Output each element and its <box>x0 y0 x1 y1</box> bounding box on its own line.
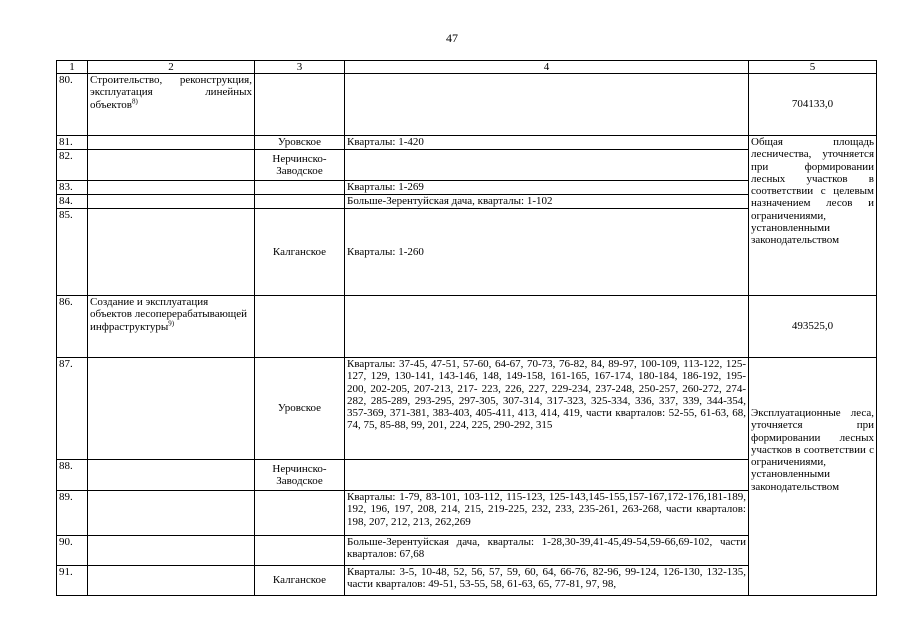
row-number: 86. <box>57 296 88 358</box>
activity-name <box>88 536 255 566</box>
land-use-table <box>56 60 877 596</box>
areas-cell <box>345 296 749 358</box>
areas-cell: Больше-Зерентуйская дача, кварталы: 1-102 <box>345 195 749 209</box>
row-number: 83. <box>57 181 88 195</box>
areas-cell: Больше-Зерентуйская дача, кварталы: 1-28,30-39,41-45,49-54,59-66,69-102, части кварталов: 67,68 <box>345 536 749 566</box>
row-number: 81. <box>57 136 88 150</box>
forestry-cell <box>255 491 345 536</box>
row-number: 84. <box>57 195 88 209</box>
forestry-cell <box>255 296 345 358</box>
header-col-2: 2 <box>88 61 255 74</box>
row-number: 80. <box>57 74 88 136</box>
activity-name <box>88 136 255 150</box>
activity-name <box>88 195 255 209</box>
notes-cell: Эксплуатационные леса, уточняется при формировании лесных участков в соответствии с ограничениями, установленными законодательством <box>749 358 877 596</box>
areas-cell: Кварталы: 1-420 <box>345 136 749 150</box>
table-row <box>57 358 877 460</box>
forestry-cell: Калганское <box>255 566 345 596</box>
forestry-cell <box>255 74 345 136</box>
forestry-cell: Калганское <box>255 209 345 296</box>
activity-name <box>88 150 255 181</box>
table-row <box>57 136 877 150</box>
areas-cell <box>345 74 749 136</box>
table-row <box>57 296 877 358</box>
forestry-cell: Нерчинско-Заводское <box>255 460 345 491</box>
areas-cell <box>345 460 749 491</box>
activity-name <box>88 181 255 195</box>
footnote-mark: 8) <box>131 96 138 105</box>
forestry-cell: Нерчинско-Заводское <box>255 150 345 181</box>
forestry-cell <box>255 195 345 209</box>
row-number: 85. <box>57 209 88 296</box>
area-value: 704133,0 <box>749 74 877 136</box>
activity-name <box>88 358 255 460</box>
notes-cell: Общая площадь лесничества, уточняется при формировании лесных участков в соответствии с целевым назначением лесов и ограничениями, установленными законодательством <box>749 136 877 296</box>
activity-name <box>88 491 255 536</box>
table-row <box>57 74 877 136</box>
row-number: 91. <box>57 566 88 596</box>
header-col-1: 1 <box>57 61 88 74</box>
forestry-cell: Уровское <box>255 136 345 150</box>
areas-cell: Кварталы: 37-45, 47-51, 57-60, 64-67, 70-73, 76-82, 84, 89-97, 100-109, 113-122, 125-127, 129, 130-141, 143-146, 148, 149-158, 161-165, 167-174, 180-184, 186-192, 195-200, 202-205, 207-213, 217- 223, 226, 227, 229-234, 237-248, 250-257, 260-272, 274-282, 285-289, 293-295, 297-305, 307-314, 317-323, 325-334, 336, 337, 339, 344-354, 357-369, 371-381, 383-403, 405-411, 413, 414, 419, части кварталов: 52-55, 61-63, 68, 74, 75, 85-88, 99, 201, 224, 225, 290-292, 315 <box>345 358 749 460</box>
row-number: 90. <box>57 536 88 566</box>
activity-name: Создание и эксплуатация объектов лесоперерабатывающей инфраструктуры$^{9)}$ <box>88 296 255 358</box>
header-col-3: 3 <box>255 61 345 74</box>
areas-cell: Кварталы: 3-5, 10-48, 52, 56, 57, 59, 60, 64, 66-76, 82-96, 99-124, 126-130, 132-135, части кварталов: 49-51, 53-55, 58, 61-63, 65, 77-81, 97, 98, <box>345 566 749 596</box>
row-number: 87. <box>57 358 88 460</box>
row-number: 89. <box>57 491 88 536</box>
header-col-4: 4 <box>345 61 749 74</box>
areas-cell <box>345 150 749 181</box>
header-col-5: 5 <box>749 61 877 74</box>
activity-name <box>88 566 255 596</box>
row-number: 82. <box>57 150 88 181</box>
forestry-cell <box>255 181 345 195</box>
areas-cell: Кварталы: 1-260 <box>345 209 749 296</box>
area-value: 493525,0 <box>749 296 877 358</box>
forestry-cell: Уровское <box>255 358 345 460</box>
page-number: 47 <box>446 31 458 45</box>
activity-name <box>88 209 255 296</box>
forestry-cell <box>255 536 345 566</box>
row-number: 88. <box>57 460 88 491</box>
activity-name: Строительство, реконструкция, эксплуатация линейных объектов$^{8)}$ <box>88 74 255 136</box>
activity-name <box>88 460 255 491</box>
areas-cell: Кварталы: 1-269 <box>345 181 749 195</box>
table-header-row <box>57 61 877 74</box>
areas-cell: Кварталы: 1-79, 83-101, 103-112, 115-123, 125-143,145-155,157-167,172-176,181-189, 192, 196, 197, 208, 214, 215, 219-225, 232, 233, 235-261, 263-268, части кварталов: 198, 207, 212, 213, 262,269 <box>345 491 749 536</box>
footnote-mark: 9) <box>168 318 175 327</box>
